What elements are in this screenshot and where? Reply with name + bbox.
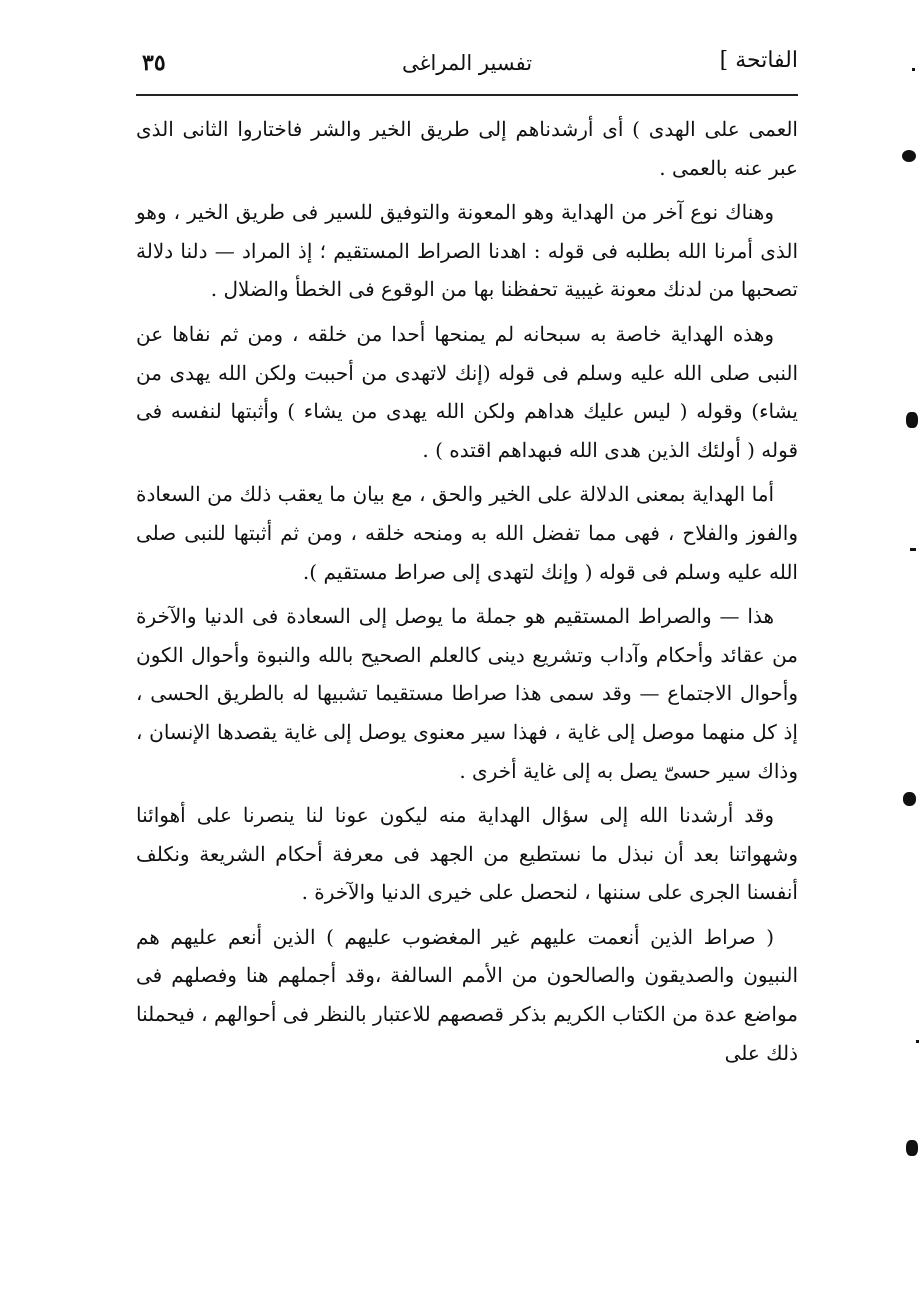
scan-speck [916,1040,919,1043]
page-number: ٣٥ [142,50,166,76]
page-body [136,110,798,1078]
book-title: تفسير المراغى [401,51,533,75]
paragraph: وقد أرشدنا الله إلى سؤال الهداية منه ليكون عونا لنا ينصرنا على أهوائنا وشهواتنا بعد أن نبذل ما نستطيع من الجهد فى معرفة أحكام الشريعة ونكلف أنفسنا الجرى على سننها ، لنحصل على خيرى الدنيا والآخرة . [136,803,798,905]
scan-speck [902,150,916,162]
scan-speck [912,68,915,71]
scan-speck [906,1140,918,1156]
header-divider [136,94,798,96]
scan-speck [910,548,916,551]
paragraph: وهذه الهداية خاصة به سبحانه لم يمنحها أحدا من خلقه ، ومن ثم نفاها عن النبى صلى الله عليه وسلم فى قوله (إنك لاتهدى من أحببت ولكن الله يهدى من يشاء) وقوله ( ليس عليك هداهم ولكن الله يهدى من يشاء ) وأثبتها لنفسه فى قوله ( أولئك الذين هدى الله فبهداهم اقتده ) . [136,321,798,462]
paragraph: العمى على الهدى ) أى أرشدناهم إلى طريق الخير والشر فاختاروا الثانى الذى عبر عنه بالعمى . [136,117,798,180]
scan-speck [906,412,918,428]
paragraph: أما الهداية بمعنى الدلالة على الخير والحق ، مع بيان ما يعقب ذلك من السعادة والفوز والفلاح ، فهى مما تفضل الله به ومنحه خلقه ، ومن ثم أثبتها للنبى صلى الله عليه وسلم فى قوله ( وإنك لتهدى إلى صراط مستقيم ). [136,482,798,584]
paragraph: ( صراط الذين أنعمت عليهم غير المغضوب عليهم ) الذين أنعم عليهم هم النبيون والصديقون والصالحون من الأمم السالفة ،وقد أجملهم هنا وفصلهم فى مواضع عدة من الكتاب الكريم بذكر قصصهم للاعتبار بالنظر فى أحوالهم ، فيحملنا ذلك على [136,924,798,1065]
paragraph: وهناك نوع آخر من الهداية وهو المعونة والتوفيق للسير فى طريق الخير ، وهو الذى أمرنا الله بطلبه فى قوله : اهدنا الصراط المستقيم ؛ إذ المراد — دلنا دلالة تصحبها من لدنك معونة غيبية تحفظنا بها من الوقوع فى الخطأ والضلال . [136,200,798,302]
sura-name: الفاتحة ] [719,48,798,73]
page-header [136,40,798,92]
scan-speck [903,792,916,806]
paragraph: هذا — والصراط المستقيم هو جملة ما يوصل إلى السعادة فى الدنيا والآخرة من عقائد وأحكام وآداب وتشريع دينى كالعلم الصحيح بالله والنبوة وأحوال الكون وأحوال الاجتماع — وقد سمى هذا صراطا مستقيما تشبيها له بالطريق الحسى ، إذ كل منهما موصل إلى غاية ، فهذا سير معنوى يوصل إلى غاية يقصدها الإنسان ، وذاك سير حسىّ يصل به إلى غاية أخرى . [136,604,798,783]
